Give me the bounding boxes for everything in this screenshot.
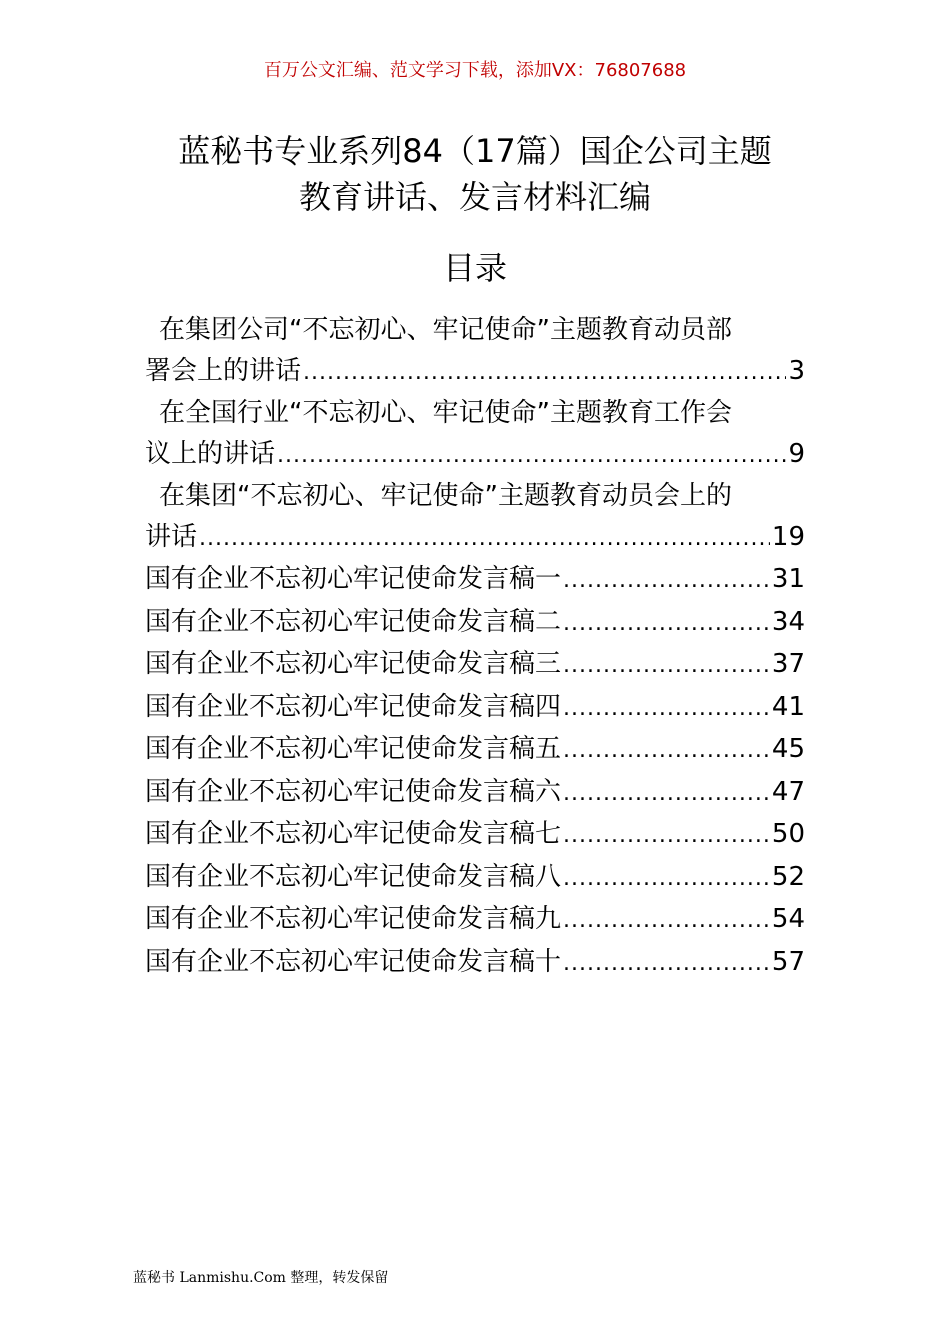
toc-page-number: 3: [788, 355, 805, 386]
toc-page-number: 37: [771, 649, 805, 679]
document-title-line-2: 教育讲话、发言材料汇编: [298, 178, 651, 216]
toc-dot-leader: [563, 774, 770, 815]
toc-entry-1[interactable]: [145, 310, 805, 393]
toc-page-number: 54: [771, 904, 805, 934]
footer-note: 蓝秘书 Lanmishu.Com 整理，转发保留: [133, 1270, 389, 1286]
toc-page-number: 19: [771, 521, 805, 552]
toc-entry-title: 国有企业不忘初心牢记使命发言稿七: [145, 819, 562, 849]
toc-entry-title-second-line: 讲话: [145, 521, 198, 552]
toc-page-number: 50: [771, 819, 805, 849]
toc-entry-2[interactable]: [145, 393, 805, 476]
toc-dot-leader: [563, 604, 770, 645]
toc-entry-6[interactable]: [145, 644, 805, 687]
toc-page-number: 52: [771, 861, 805, 892]
table-of-contents: [145, 310, 805, 984]
toc-entry-4[interactable]: [145, 559, 805, 602]
toc-page-number: 31: [771, 564, 805, 594]
toc-dot-leader: [563, 859, 770, 900]
toc-entry-10[interactable]: [145, 814, 805, 857]
toc-dot-leader: [199, 519, 770, 560]
promo-header: 百万公文汇编、范文学习下载，添加VX：76807688: [263, 60, 687, 81]
toc-entry-11[interactable]: [145, 857, 805, 900]
document-title-line-1: 蓝秘书专业系列84（17篇）国企公司主题: [178, 132, 772, 170]
toc-dot-leader: [563, 816, 770, 857]
toc-entry-title: 国有企业不忘初心牢记使命发言稿三: [145, 649, 562, 679]
toc-entry-title: 国有企业不忘初心牢记使命发言稿二: [145, 606, 562, 637]
toc-entry-8[interactable]: [145, 729, 805, 772]
toc-entry-13[interactable]: [145, 942, 805, 985]
toc-page-number: 45: [771, 734, 805, 764]
toc-entry-title: 国有企业不忘初心牢记使命发言稿十: [145, 946, 562, 977]
toc-heading: 目录: [442, 249, 507, 287]
toc-page-number: 41: [771, 691, 805, 722]
document-title: [110, 128, 840, 220]
toc-entry-title: 国有企业不忘初心牢记使命发言稿九: [145, 904, 562, 934]
toc-entry-9[interactable]: [145, 772, 805, 815]
toc-page-number: 34: [771, 606, 805, 637]
toc-page-number: 9: [788, 438, 805, 469]
toc-entry-title-second-line: 议上的讲话: [145, 438, 276, 469]
toc-dot-leader: [303, 353, 786, 394]
toc-dot-leader: [563, 561, 770, 602]
toc-dot-leader: [563, 901, 770, 942]
toc-entry-title: 国有企业不忘初心牢记使命发言稿四: [145, 691, 562, 722]
toc-entry-title-second-line: 署会上的讲话: [145, 355, 302, 386]
toc-entry-title-first-line: 在集团公司“不忘初心、牢记使命”主题教育动员部: [159, 315, 732, 345]
toc-entry-title-first-line: 在全国行业“不忘初心、牢记使命”主题教育工作会: [159, 398, 732, 428]
toc-entry-title: 国有企业不忘初心牢记使命发言稿六: [145, 776, 562, 807]
toc-entry-title: 国有企业不忘初心牢记使命发言稿一: [145, 564, 562, 594]
toc-page-number: 47: [771, 776, 805, 807]
toc-entry-title: 国有企业不忘初心牢记使命发言稿八: [145, 861, 562, 892]
toc-entry-7[interactable]: [145, 687, 805, 730]
toc-entry-12[interactable]: [145, 899, 805, 942]
toc-dot-leader: [563, 689, 770, 730]
toc-entry-title-first-line: 在集团“不忘初心、牢记使命”主题教育动员会上的: [159, 481, 732, 511]
toc-dot-leader: [563, 731, 770, 772]
toc-entry-3[interactable]: [145, 476, 805, 559]
toc-page-number: 57: [771, 946, 805, 977]
toc-entry-5[interactable]: [145, 602, 805, 645]
toc-dot-leader: [563, 944, 770, 985]
toc-entry-title: 国有企业不忘初心牢记使命发言稿五: [145, 734, 562, 764]
toc-dot-leader: [277, 436, 786, 477]
toc-dot-leader: [563, 646, 770, 687]
